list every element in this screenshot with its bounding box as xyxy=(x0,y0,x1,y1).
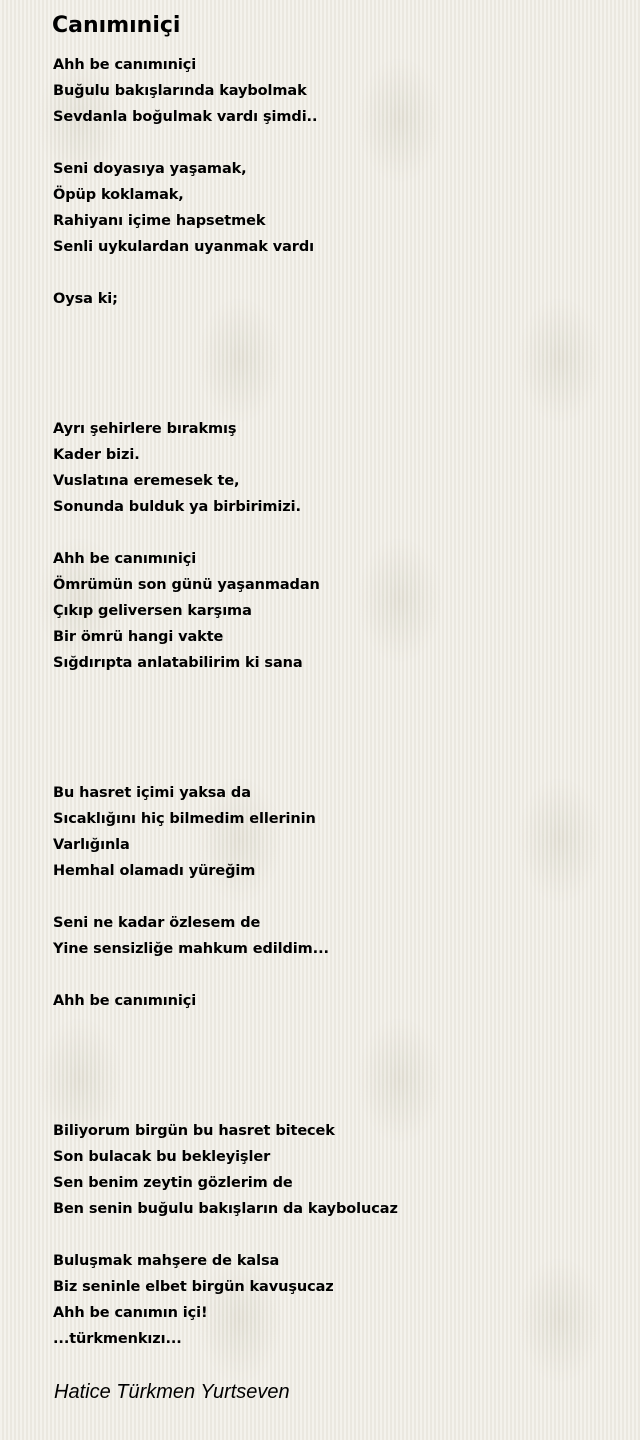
stanza-4 xyxy=(53,416,613,520)
stanza-10 xyxy=(53,1248,613,1352)
stanza-3 xyxy=(53,286,613,312)
poem-line: Seni ne kadar özlesem de xyxy=(53,915,261,931)
poem-line: Bu hasret içimi yaksa da xyxy=(53,785,251,801)
poem-line: Oysa ki; xyxy=(53,291,118,307)
poem-line: Sen benim zeytin gözlerim de xyxy=(53,1175,293,1191)
stanza-2 xyxy=(53,156,613,260)
poem-line: Sevdanla boğulmak vardı şimdi.. xyxy=(53,109,318,125)
poem-line: Öpüp koklamak, xyxy=(53,187,184,203)
poem-line: Ben senin buğulu bakışların da kaybolucaz xyxy=(53,1201,398,1217)
poem-line: Biliyorum birgün bu hasret bitecek xyxy=(53,1123,335,1139)
stanza-6 xyxy=(53,780,613,884)
poem-line: Ahh be canımın içi! xyxy=(53,1305,208,1321)
poem-line: Sığdırıpta anlatabilirim ki sana xyxy=(53,655,303,671)
poem-line: Hemhal olamadı yüreğim xyxy=(53,863,256,879)
poem-line: Senli uykulardan uyanmak vardı xyxy=(53,239,314,255)
poem-line: Rahiyanı içime hapsetmek xyxy=(53,213,266,229)
poem-line: Varlığınla xyxy=(53,837,130,853)
poem-author: Hatice Türkmen Yurtseven xyxy=(54,1381,290,1403)
poem-line: ...türkmenkızı... xyxy=(53,1331,182,1347)
poem-line: Bir ömrü hangi vakte xyxy=(53,629,224,645)
poem-title: Canımıniçi xyxy=(52,13,181,38)
poem-line: Yine sensizliğe mahkum edildim... xyxy=(53,941,329,957)
poem-line: Vuslatına eremesek te, xyxy=(53,473,240,489)
poem-line: Kader bizi. xyxy=(53,447,140,463)
poem-line: Ahh be canımıniçi xyxy=(53,551,197,567)
stanza-1 xyxy=(53,52,613,130)
poem-body xyxy=(53,52,613,1378)
poem-line: Çıkıp geliversen karşıma xyxy=(53,603,252,619)
poem-line: Ayrı şehirlere bırakmış xyxy=(53,421,237,437)
poem-line: Buğulu bakışlarında kaybolmak xyxy=(53,83,307,99)
poem-line: Seni doyasıya yaşamak, xyxy=(53,161,247,177)
stanza-8 xyxy=(53,988,613,1014)
poem-line: Buluşmak mahşere de kalsa xyxy=(53,1253,280,1269)
poem-line: Sonunda bulduk ya birbirimizi. xyxy=(53,499,301,515)
stanza-7 xyxy=(53,910,613,962)
poem-line: Ahh be canımıniçi xyxy=(53,57,197,73)
poem-line: Ahh be canımıniçi xyxy=(53,993,197,1009)
poem-line: Sıcaklığını hiç bilmedim ellerinin xyxy=(53,811,316,827)
poem-line: Son bulacak bu bekleyişler xyxy=(53,1149,271,1165)
poem-line: Biz seninle elbet birgün kavuşucaz xyxy=(53,1279,334,1295)
poem-line: Ömrümün son günü yaşanmadan xyxy=(53,577,320,593)
stanza-9 xyxy=(53,1118,613,1222)
stanza-5 xyxy=(53,546,613,676)
